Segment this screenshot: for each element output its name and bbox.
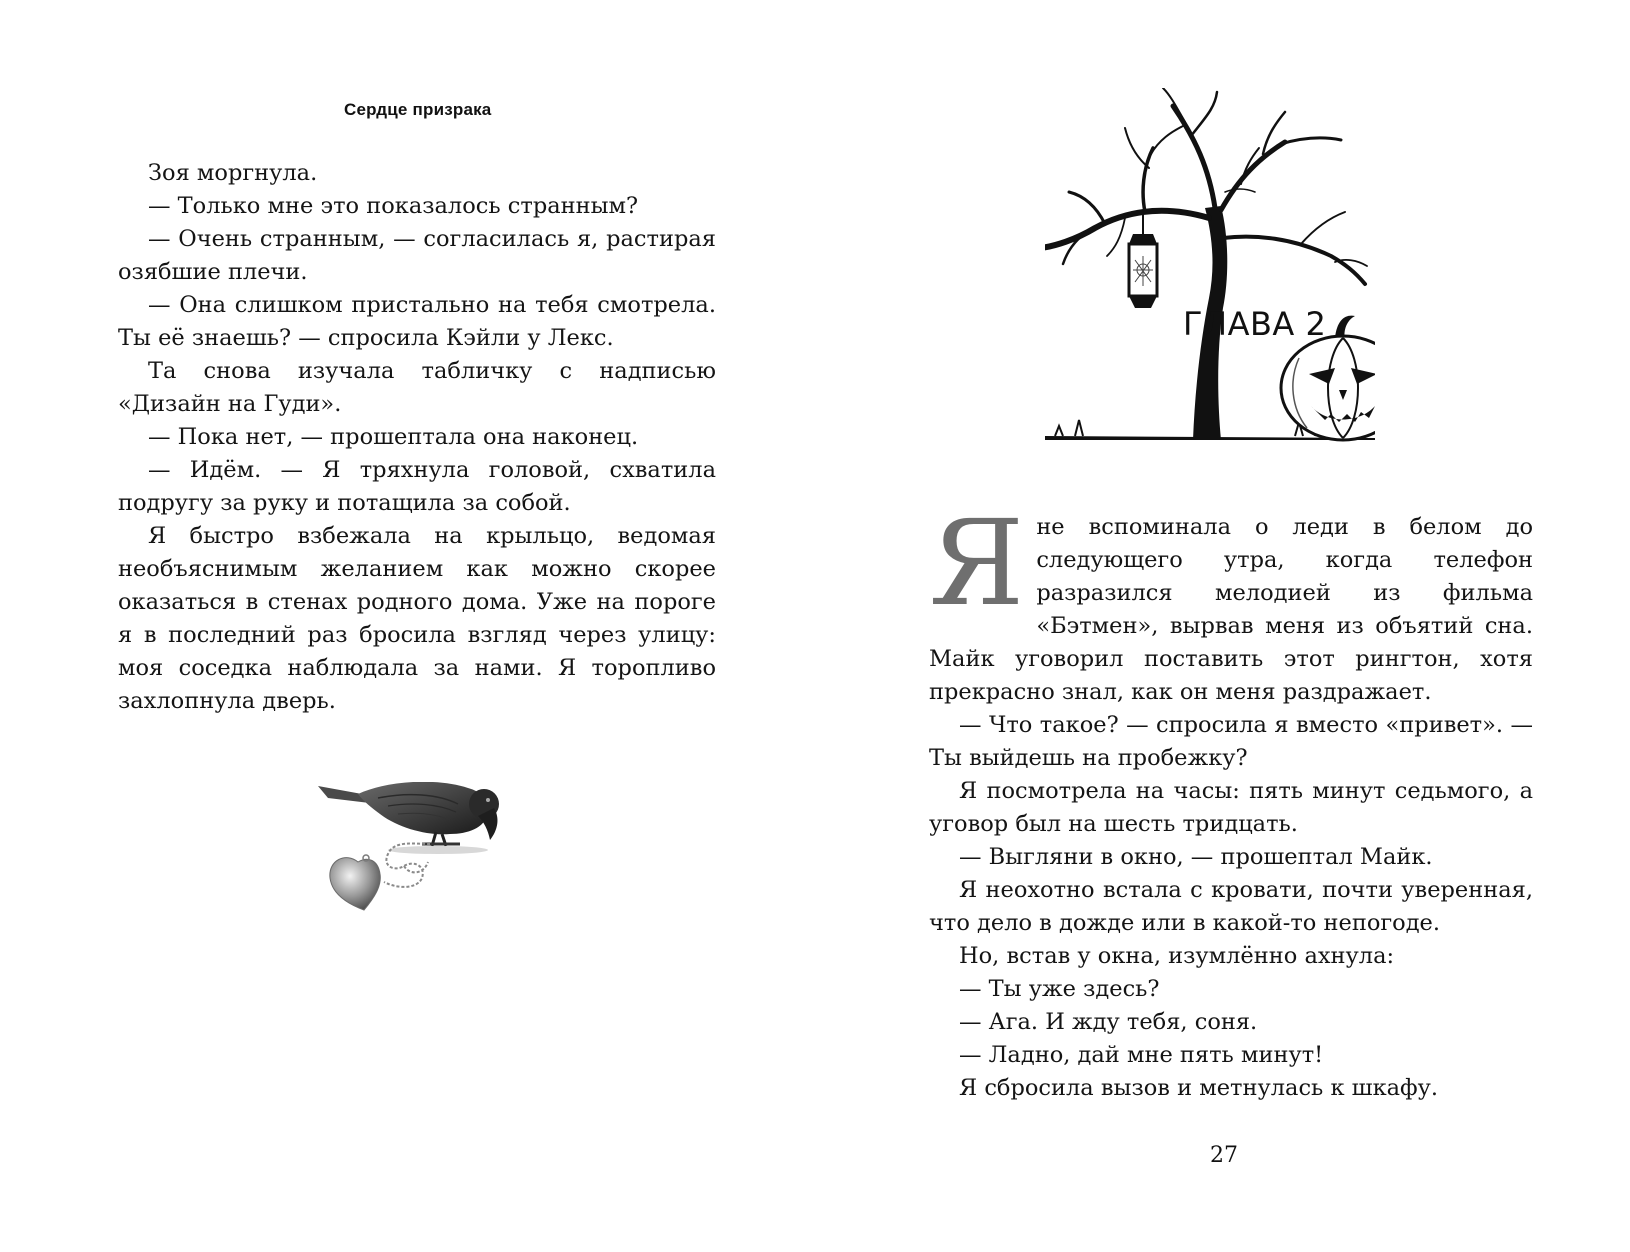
right-body-text: [929, 494, 1533, 1105]
paragraph: — Пока нет, — прошептала она наконец.: [148, 424, 639, 450]
paragraph: — Только мне это показалось странным?: [148, 193, 639, 219]
left-body-text: [118, 157, 716, 718]
running-head: Сердце призрака: [344, 100, 492, 119]
right-page: [815, 0, 1630, 1252]
paragraph: Я быстро взбежала на крыльцо, ведомая необъяснимым желанием как можно скорее оказаться в стенах родного дома. Уже на пороге я в последний раз бросила взгляд через улицу: моя соседка наблюдала за нами. Я торопливо захлопнула дверь.: [118, 523, 716, 714]
paragraph: — Ага. И жду тебя, соня.: [959, 1009, 1258, 1035]
tree-lantern-pumpkin-icon: [1045, 88, 1375, 468]
paragraph: — Выгляни в окно, — прошептал Майк.: [959, 844, 1433, 870]
paragraph: — Она слишком пристально на тебя смотрела. Ты её знаешь? — спросила Кэйли у Лекс.: [118, 292, 716, 351]
opening-paragraph-text: не вспоминала о леди в белом до следующего утра, когда телефон разразился мелодией из фильма «Бэтмен», вырвав меня из объятий сна. Майк уговорил поставить этот рингтон, хотя прекрасно знал, как он меня раздражает.: [929, 514, 1533, 705]
chapter-title: ГЛАВА 2: [1183, 305, 1327, 343]
drop-cap: Я: [929, 494, 1025, 632]
paragraph: Та снова изучала табличку с надписью «Дизайн на Гуди».: [118, 358, 716, 417]
paragraph: Я неохотно встала с кровати, почти уверенная, что дело в дожде или в какой-то непогоде.: [929, 877, 1533, 936]
paragraph: — Ты уже здесь?: [959, 976, 1160, 1002]
paragraph: Но, встав у окна, изумлённо ахнула:: [959, 943, 1395, 969]
paragraph: Я посмотрела на часы: пять минут седьмого, а уговор был на шесть тридцать.: [929, 778, 1533, 837]
raven-with-heart-locket-icon: [318, 782, 518, 932]
page-number: 27: [1210, 1143, 1238, 1168]
paragraph: — Идём. — Я тряхнула головой, схватила подругу за руку и потащила за собой.: [118, 457, 716, 516]
paragraph: — Очень странным, — согласилась я, растирая озябшие плечи.: [118, 226, 716, 285]
paragraph: Я сбросила вызов и метнулась к шкафу.: [959, 1075, 1439, 1101]
paragraph: Зоя моргнула.: [148, 160, 318, 186]
paragraph: — Что такое? — спросила я вместо «привет». — Ты выйдешь на пробежку?: [929, 712, 1533, 771]
opening-paragraph: [929, 494, 1533, 709]
paragraph: — Ладно, дай мне пять минут!: [959, 1042, 1324, 1068]
